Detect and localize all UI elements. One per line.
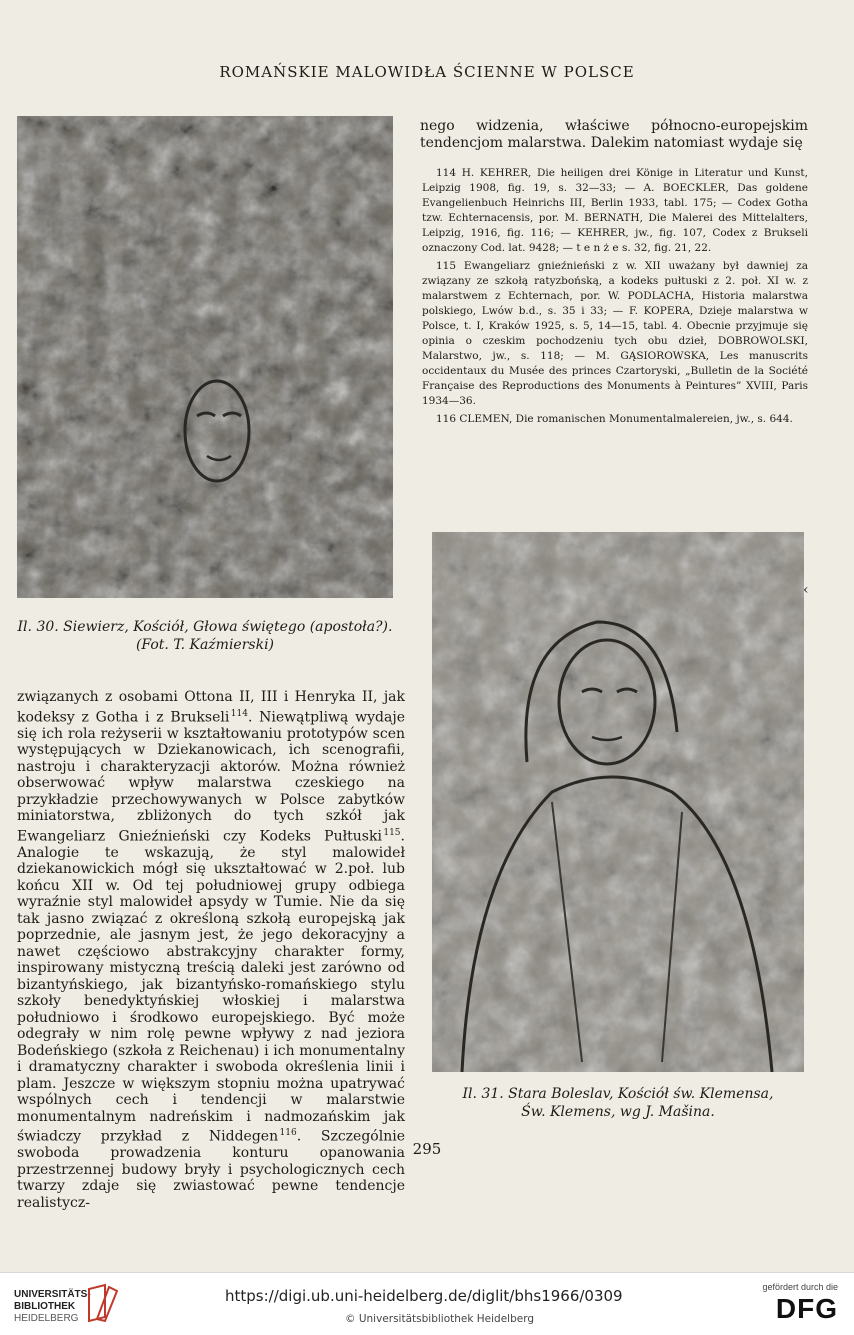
body-paragraph: związanych z osobami Ottona II, III i Henryka II, jak kodeksy z Gotha i z Brukseli $^{114}$. Niewątpliwą wydaje się ich rola reżyserii w kształtowaniu prototypów scen występujących w Dziekanowicach, ich scenografii, nastroju i charakteryzacji aktorów. Można również obserwować wpływ malarstwa czeskiego na przykładzie przechowywanych w Polsce zabytków miniatorstwa, zbliżonych do tych szkół jak Ewangeliarz Gnieźnieński czy Kodeks Pułtuski $^{115}$. Analogie te wskazują, że styl malowideł dziekanowickich mógł się ukształtować w 2.poł. lub końcu XII w. Od tej południowej grupy odbiega wyraźnie styl malowideł apsydy w Tumie. Nie da się tak jasno związać z określoną szkołą europejską jak poprzednie, ale jasnym jest, że jego dekoracyjny a nawet częściowo abstrakcyjny charakter formy, inspirowany mistyczną treścią daleki jest zarówno od bizantyńskiego, jak bizantyńsko-romańskiego stylu szkoły benedyktyńskiej włoskiej i malarstwa południowo i środkowo europejskiego. Być może odegrały w nim rolę pewne wpływy z nad jeziora Bodeńskiego (szkoła z Reichenau) i ich monumentalny i dramatyczny charakter i swoboda określenia linii i plam. Jeszcze w większym stopniu można upatrywać wspólnych cech i tendencji w malarstwie monumentalnym nadreńskim i nadmozańskim jak świadczy przykład z Niddegen $^{116}$. Szczególnie swoboda prowadzenia konturu opanowania przestrzennej budowy bryły i psychologicznych cech twarzy zdaje się zwiastować pewne tendencje realistycz- (17, 689, 405, 1211)
footnotes (422, 166, 808, 430)
running-head: ROMAŃSKIE MALOWIDŁA ŚCIENNE W POLSCE (219, 63, 635, 81)
figure-31-caption (432, 1085, 804, 1121)
dfg-logo[interactable]: DFG (775, 1293, 838, 1324)
figure-30-caption (17, 618, 393, 654)
copyright-text: © Universitätsbibliothek Heidelberg (345, 1313, 535, 1325)
viewer-footer (0, 1272, 854, 1335)
footnote-114: 114 H. KEHRER, Die heiligen drei Könige in Literatur und Kunst, Leipzig 1908, fig. 19, s. 32—33; — A. BOECKLER, Das goldene Evangelienbuch Heinrichs III, Berlin 1933, tabl. 175; — Codex Gotha tzw. Echternacensis, por. M. BERNATH, Die Malerei des Mittelalters, Leipzig, 1916, fig. 116; — KEHRER, jw., fig. 107, Codex z Brukseli oznaczony Cod. lat. 9428; — t e n ż e s. 32, fig. 21, 22. (422, 167, 808, 254)
page-mark: ‹ (803, 582, 809, 598)
left-column-text (17, 689, 405, 1211)
figure-31-caption-line2: Św. Klemens, wg J. Mašina. (521, 1104, 715, 1120)
footnote-116: 116 CLEMEN, Die romanischen Monumentalmalereien, jw., s. 644. (436, 413, 793, 425)
library-logo[interactable]: UNIVERSITÄTS- BIBLIOTHEK HEIDELBERG (14, 1289, 91, 1324)
footnote-ref-115: 115 (383, 827, 401, 838)
footnote-ref-116: 116 (279, 1128, 297, 1139)
right-column-top-text: nego widzenia, właściwe północno-europejskim tendencjom malarstwa. Dalekim natomiast wydaje się (420, 118, 808, 151)
footnote-ref-114: 114 (230, 708, 248, 719)
figure-30-caption-line1: Il. 30. Siewierz, Kościół, Głowa świętego (apostoła?). (17, 619, 393, 635)
library-emblem-icon (85, 1283, 119, 1323)
figure-31-caption-line1: Il. 31. Stara Boleslav, Kościół św. Klemensa, (462, 1086, 774, 1102)
page-number: 295 (412, 1140, 442, 1158)
figure-31-photo (432, 532, 804, 1072)
figure-30-caption-line2: (Fot. T. Kaźmierski) (135, 637, 275, 653)
funded-by-label: gefördert durch die (762, 1282, 838, 1292)
page-url-link[interactable]: https://digi.ub.uni-heidelberg.de/diglit/bhs1966/0309 (225, 1287, 623, 1305)
footnote-115: 115 Ewangeliarz gnieźnieński z w. XII uważany był dawniej za związany ze szkołą ratyzbońską, a kodeks pułtuski z 2. poł. XI w. z malarstwem z Echternach, por. W. PODLACHA, Historia malarstwa polskiego, Lwów b.d., s. 35 i 33; — F. KOPERA, Dzieje malarstwa w Polsce, t. I, Kraków 1925, s. 5, 14—15, tabl. 4. Obecnie przyjmuje się opinia o czeskim pochodzeniu tych obu dzieł, DOBROWOLSKI, Malarstwo, jw., s. 118; — M. GĄSIOROWSKA, Les manuscrits occidentaux du Musée des princes Czartoryski, „Bulletin de la Société Française des Reproductions des Monuments à Peintures” XVIII, Paris 1934—36. (422, 260, 808, 407)
figure-30-photo (17, 116, 393, 598)
